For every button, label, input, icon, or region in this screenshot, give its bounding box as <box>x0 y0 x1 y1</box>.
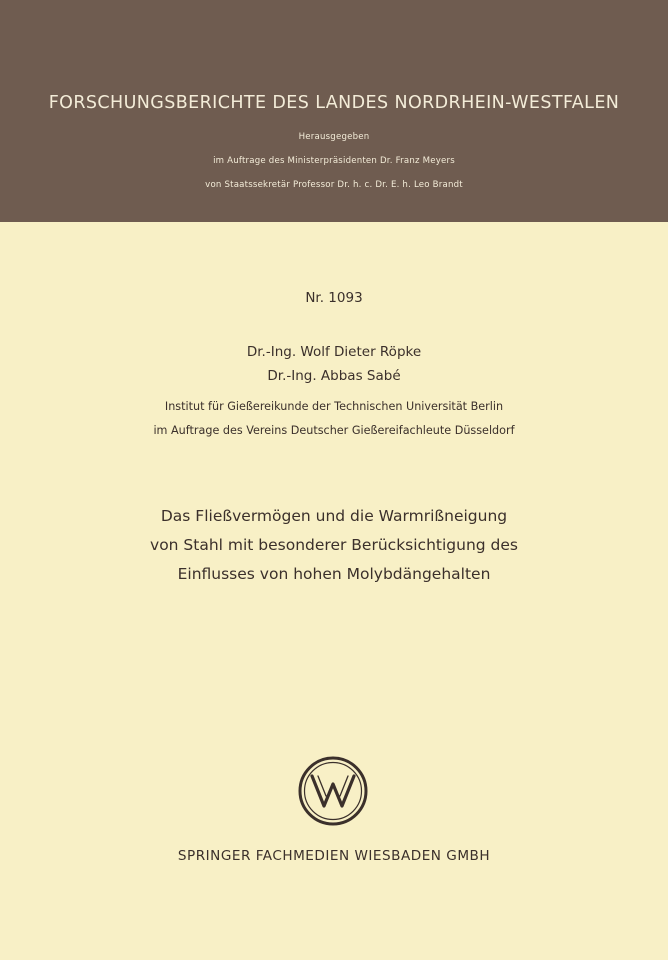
author-2: Dr.-Ing. Abbas Sabé <box>267 368 401 384</box>
editor-line-1: Herausgegeben <box>298 132 370 142</box>
book-title-line-1: Das Fließvermögen und die Warmrißneigung <box>160 507 508 525</box>
publisher-logo-icon <box>296 754 370 828</box>
publisher-name: SPRINGER FACHMEDIEN WIESBADEN GMBH <box>177 848 491 864</box>
book-title-line-2: von Stahl mit besonderer Berücksichtigung des <box>150 536 518 554</box>
editor-line-2: im Auftrage des Ministerpräsidenten Dr. Franz Meyers <box>213 156 455 166</box>
institution-line-1: Institut für Gießereikunde der Technischen Universität Berlin <box>164 400 504 413</box>
series-header-band <box>0 0 668 222</box>
editor-line-3: von Staatssekretär Professor Dr. h. c. Dr. E. h. Leo Brandt <box>205 180 463 190</box>
series-title: FORSCHUNGSBERICHTE DES LANDES NORDRHEIN-WESTFALEN <box>48 93 620 113</box>
book-title-line-3: Einflusses von hohen Molybdängehalten <box>177 565 491 583</box>
institution-line-2: im Auftrage des Vereins Deutscher Gießereifachleute Düsseldorf <box>153 424 515 437</box>
author-1: Dr.-Ing. Wolf Dieter Röpke <box>246 344 422 360</box>
report-number: Nr. 1093 <box>305 290 363 306</box>
w-logo-icon <box>296 754 370 828</box>
